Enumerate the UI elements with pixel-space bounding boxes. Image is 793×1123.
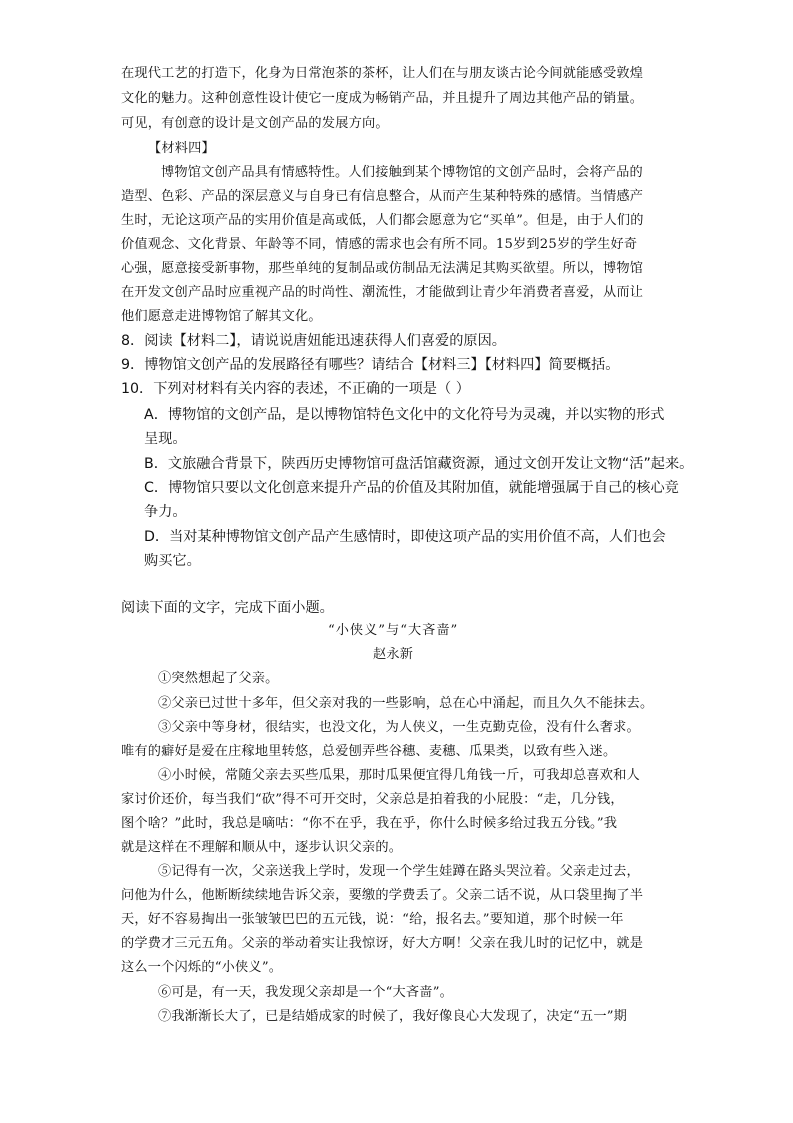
material4-line-4: 价值观念、文化背景、年龄等不同，情感的需求也会有所不同。15岁到25岁的学生好奇 <box>121 237 638 252</box>
option-a-line-1: A．博物馆的文创产品，是以博物馆特色文化中的文化符号为灵魂，并以实物的形式 <box>144 407 665 423</box>
passage-line-3: ③父亲中等身材，很结实，也没文化，为人侠义，一生克勤克俭，没有什么奢求。 <box>158 720 640 735</box>
question-9: 9．博物馆文创产品的发展路径有哪些？请结合【材料三】【材料四】简要概括。 <box>121 357 620 373</box>
material4-line-7: 他们愿意走进博物馆了解其文化。 <box>121 309 322 324</box>
passage-line-4: 唯有的癖好是爱在庄稼地里转悠，总爱刨弄些谷穗、麦穗、瓜果类，以致有些入迷。 <box>121 744 617 759</box>
material4-line-6: 在开发文创产品时应重视产品的时尚性、潮流性，才能做到让青少年消费者喜爱，从而让 <box>121 285 644 300</box>
material4-line-1: 博物馆文创产品具有情感特性。人们接触到某个博物馆的文创产品时，会将产品的 <box>161 165 643 180</box>
option-d-line-1: D．当对某种博物馆文创产品产生感情时，即使这项产品的实用价值不高，人们也会 <box>144 529 666 545</box>
option-b: B．文旅融合背景下，陕西历史博物馆可盘活馆藏资源，通过文创开发让文物“活”起来。 <box>144 456 694 472</box>
passage-line-8: 就是这样在不理解和顺从中，逐步认识父亲的。 <box>121 840 403 855</box>
question-10: 10．下列对材料有关内容的表述，不正确的一项是（ ） <box>121 381 470 397</box>
material4-line-3: 生时，无论这项产品的实用价值是高或低，人们都会愿意为它“买单”。但是，由于人们的 <box>121 213 644 228</box>
passage-line-6: 家讨价还价，每当我们“砍”得不可开交时，父亲总是拍着我的小屁股：“走，几分钱， <box>121 792 624 807</box>
material4-heading: 【材料四】 <box>148 141 215 156</box>
passage-author: 赵永新 <box>373 647 414 662</box>
passage-line-5: ④小时候，常随父亲去买些瓜果，那时瓜果便宜得几角钱一斤，可我却总喜欢和人 <box>158 768 640 783</box>
passage-line-11: 天，好不容易掏出一张皱皱巴巴的五元钱，说：“给，报名去。”要知道，那个时候一年 <box>121 912 624 927</box>
material4-line-5: 心强，愿意接受新事物，那些单纯的复制品或仿制品无法满足其购买欲望。所以，博物馆 <box>121 261 644 276</box>
option-a-line-2: 呈现。 <box>144 431 187 447</box>
option-d-line-2: 购买它。 <box>144 553 201 569</box>
material3-line-3: 可见，有创意的设计是文创产品的发展方向。 <box>121 116 389 131</box>
passage-line-1: ①突然想起了父亲。 <box>158 671 279 686</box>
passage-title: “小侠义”与“大吝啬” <box>328 623 459 638</box>
option-c-line-1: C．博物馆只要以文化创意来提升产品的价值及其附加值，就能增强属于自己的核心竞 <box>144 480 679 496</box>
material3-line-1: 在现代工艺的打造下，化身为日常泡茶的茶杯，让人们在与朋友谈古论今间就能感受敦煌 <box>121 66 644 81</box>
option-c-line-2: 争力。 <box>144 504 187 520</box>
passage-line-15: ⑦我渐渐长大了，已是结婚成家的时候了，我好像良心大发现了，决定“五一”期 <box>158 1009 628 1024</box>
passage-line-14: ⑥可是，有一天，我发现父亲却是一个“大吝啬”。 <box>158 985 454 1000</box>
material3-line-2: 文化的魅力。这种创意性设计使它一度成为畅销产品，并且提升了周边其他产品的销量。 <box>121 91 644 106</box>
passage-line-13: 这么一个闪烁的“小侠义”。 <box>121 960 283 975</box>
passage-line-12: 的学费才三元五角。父亲的举动着实让我惊讶，好大方啊！父亲在我儿时的记忆中，就是 <box>121 936 644 951</box>
passage-line-9: ⑤记得有一次，父亲送我上学时，发现一个学生娃蹲在路头哭泣着。父亲走过去， <box>158 864 640 879</box>
material4-line-2: 造型、色彩、产品的深层意义与自身已有信息整合，从而产生某种特殊的感情。当情感产 <box>121 189 644 204</box>
passage-line-7: 图个啥？”此时，我总是嘀咕：“你不在乎，我在乎，你什么时候多给过我五分钱。”我 <box>121 816 618 831</box>
reading-instruction: 阅读下面的文字，完成下面小题。 <box>121 600 334 616</box>
question-8: 8．阅读【材料二】，请说说唐妞能迅速获得人们喜爱的原因。 <box>121 333 506 349</box>
passage-line-10: 问他为什么，他断断续续地告诉父亲，要缴的学费丢了。父亲二话不说，从口袋里掏了半 <box>121 888 644 903</box>
passage-line-2: ②父亲已过世十多年，但父亲对我的一些影响，总在心中涌起，而且久久不能抹去。 <box>158 696 654 711</box>
